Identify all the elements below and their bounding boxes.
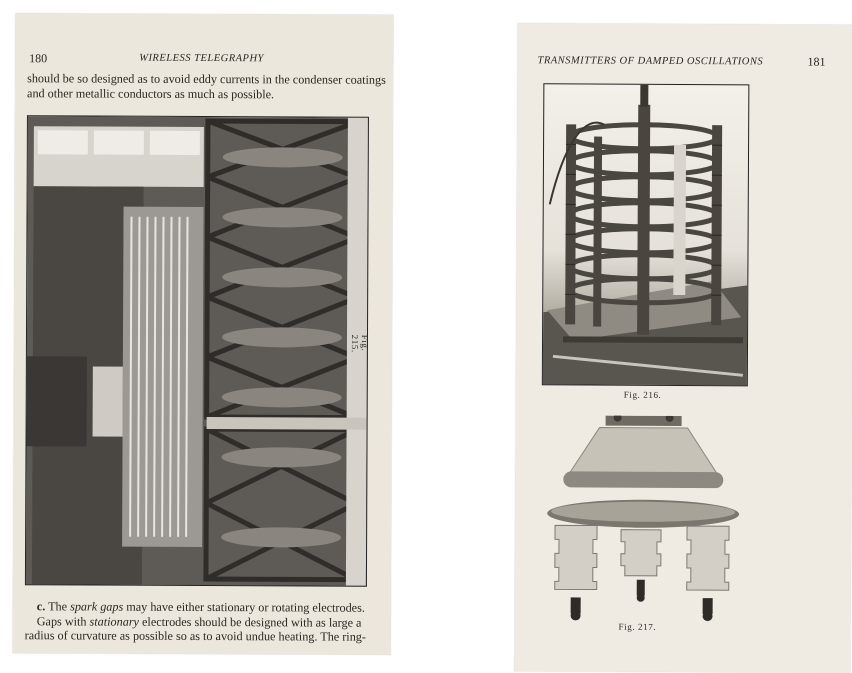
- figure-215-illustration: [26, 116, 368, 585]
- figure-216-caption: Fig. 216.: [624, 390, 662, 400]
- text-fragment: The: [45, 599, 70, 613]
- right-running-head: TRANSMITTERS OF DAMPED OSCILLATIONS: [537, 55, 763, 67]
- figure-215-photo: [25, 115, 369, 586]
- figure-216-photo: [542, 83, 750, 386]
- stationary-term: stationary: [90, 614, 139, 628]
- figure-216-illustration: [543, 84, 749, 385]
- figure-217-photo: [541, 415, 746, 624]
- right-page: [514, 23, 852, 673]
- figure-217-caption: Fig. 217.: [619, 622, 657, 632]
- left-running-head: WIRELESS TELEGRAPHY: [139, 53, 264, 65]
- bottom-paragraph: [25, 599, 389, 644]
- figure-217-illustration: [541, 415, 746, 624]
- left-page: [13, 13, 394, 655]
- spark-gaps-term: spark gaps: [70, 599, 123, 613]
- top-paragraph: [27, 71, 391, 102]
- curvature-line: radius of curvature as possible so as to avoid undue heating. The ring-: [25, 628, 389, 644]
- section-label: c.: [37, 599, 46, 613]
- left-page-number: 180: [29, 51, 47, 66]
- figure-215-caption: Fig. 215.: [350, 335, 370, 357]
- text-fragment: Gaps with: [37, 614, 90, 628]
- right-page-number: 181: [807, 55, 825, 70]
- stationary-line: [25, 614, 389, 630]
- top-text-line-1: should be so designed as to avoid eddy currents in the condenser coatings: [27, 71, 391, 87]
- text-fragment: may have either stationary or rotating electrodes.: [123, 600, 365, 615]
- top-text-line-2: and other metallic conductors as much as possible.: [27, 86, 391, 102]
- text-fragment: electrodes should be designed with as large a: [139, 614, 362, 629]
- spark-gaps-line: [25, 599, 389, 615]
